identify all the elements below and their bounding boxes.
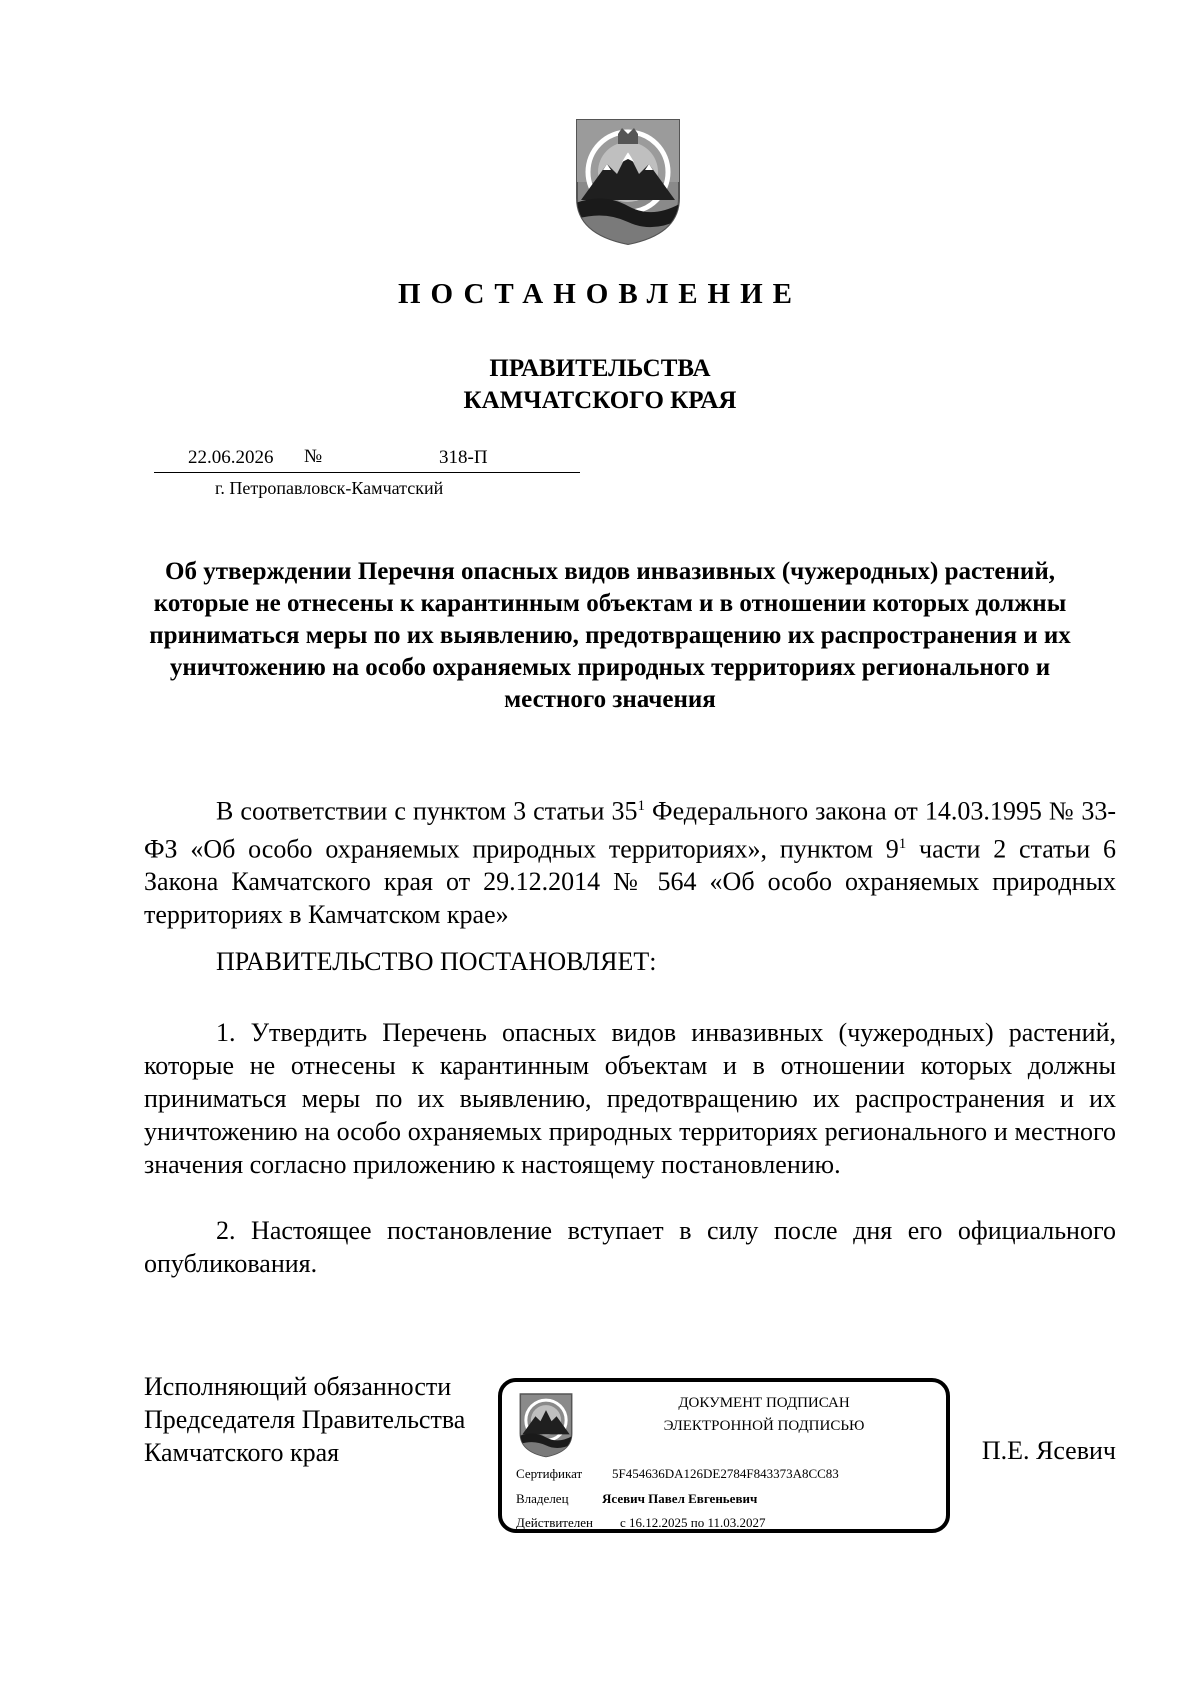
stamp-title-line-2: ЭЛЕКТРОННОЙ ПОДПИСЬЮ xyxy=(663,1418,865,1434)
stamp-title xyxy=(602,1392,926,1438)
document-date: 22.06.2026 xyxy=(188,447,274,468)
superscript-2: 1 xyxy=(898,835,907,852)
owner-value: Ясевич Павел Евгеньевич xyxy=(602,1491,758,1506)
signer-name: П.Е. Ясевич xyxy=(981,1436,1116,1465)
city: г. Петропавловск-Камчатский xyxy=(215,478,444,498)
issuer-line-2: КАМЧАТСКОГО КРАЯ xyxy=(463,387,737,414)
document-number: 318-П xyxy=(439,447,488,468)
decree-item-2: 2. Настоящее постановление вступает в силу после дня его официального опубликования. xyxy=(144,1216,1116,1278)
owner-row xyxy=(516,1491,757,1507)
document-type: ПОСТАНОВЛЕНИЕ xyxy=(397,278,802,310)
preamble-text-1: В соответствии с пунктом 3 статьи 35 xyxy=(216,796,638,826)
preamble-text-3: части 2 статьи 6 Закона Камчатского края от 29.12.2014 № 564 «Об особо охраняемых природных территориях в Камчатском крае» xyxy=(144,834,1116,930)
validity-value: с 16.12.2025 по 11.03.2027 xyxy=(620,1515,766,1530)
signer-position-line-3: Камчатского края xyxy=(144,1438,340,1467)
certificate-value: 5F454636DA126DE2784F843373A8CC83 xyxy=(612,1466,839,1481)
coat-of-arms-icon xyxy=(573,112,683,247)
document-title: Об утверждении Перечня опасных видов инвазивных (чужеродных) растений, которые не отнесены к карантинным объектам и в отношении которых должны приниматься меры по их выявлению, предотвращению их распространения и их уничтожению на особо охраняемых природных территориях регионального и местного значения xyxy=(149,558,1071,713)
validity-row xyxy=(516,1515,766,1531)
decree-line: ПРАВИТЕЛЬСТВО ПОСТАНОВЛЯЕТ: xyxy=(216,947,657,976)
superscript-1: 1 xyxy=(637,798,645,814)
validity-label: Действителен xyxy=(516,1515,593,1530)
stamp-title-line-1: ДОКУМЕНТ ПОДПИСАН xyxy=(678,1395,850,1411)
owner-label: Владелец xyxy=(516,1491,569,1506)
certificate-label: Сертификат xyxy=(516,1466,583,1481)
signer-position xyxy=(144,1370,465,1469)
issuer xyxy=(0,353,1200,417)
signer-position-line-1: Исполняющий обязанности xyxy=(144,1372,452,1401)
certificate-row xyxy=(516,1466,839,1482)
electronic-signature-stamp xyxy=(498,1378,950,1533)
decree-item-1: 1. Утвердить Перечень опасных видов инвазивных (чужеродных) растений, которые не отнесены к карантинным объектам и в отношении которых должны приниматься меры по их выявлению, предотвращению их распространения и их уничтожению на особо охраняемых природных территориях регионального и местного значения согласно приложению к настоящему постановлению. xyxy=(144,1018,1116,1179)
stamp-coat-of-arms-icon xyxy=(518,1390,574,1458)
preamble-text-2: Федерального закона от 14.03.1995 № 33-ФЗ «Об особо охраняемых природных территориях», пунктом 9 xyxy=(144,796,1116,864)
issuer-line-1: ПРАВИТЕЛЬСТВА xyxy=(489,355,711,382)
number-sign: № xyxy=(304,446,323,467)
signer-position-line-2: Председателя Правительства xyxy=(144,1405,466,1434)
preamble-paragraph xyxy=(144,790,1116,931)
date-number-line xyxy=(154,446,580,473)
